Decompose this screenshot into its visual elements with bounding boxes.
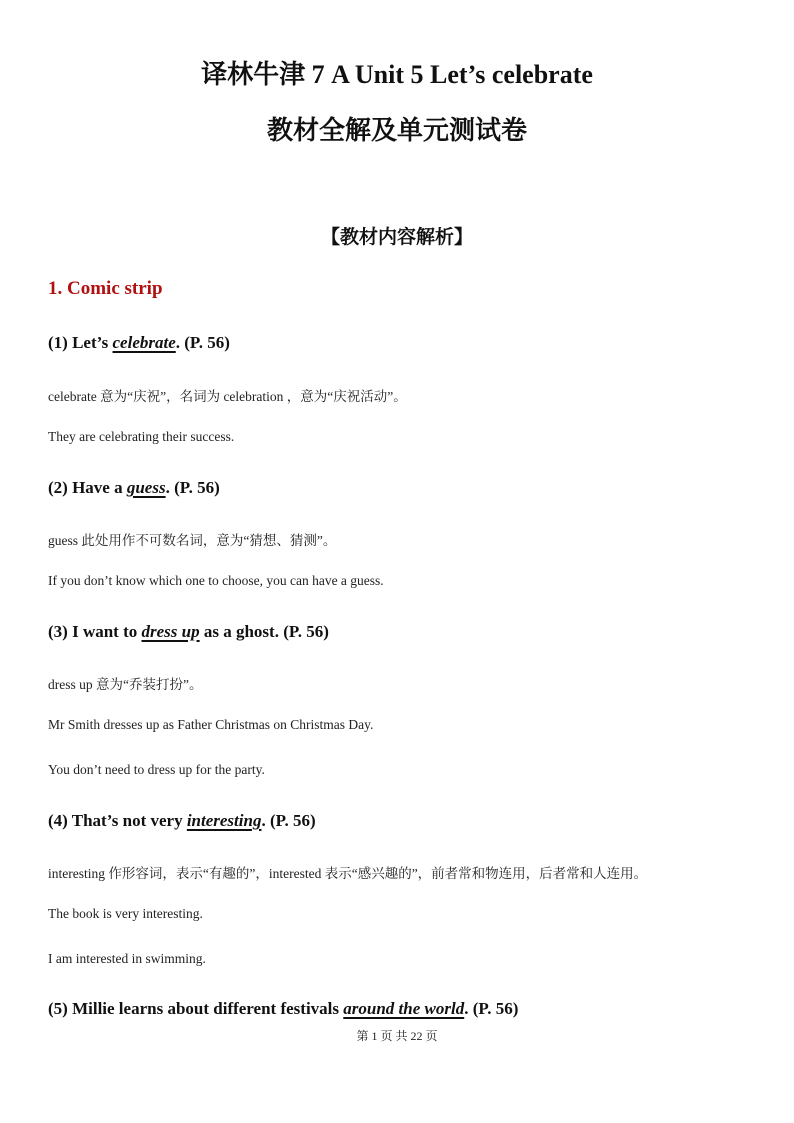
keyword: interesting [186,811,262,830]
item-heading-text: (3) I want to [48,622,142,641]
keyword: dress up [141,622,200,641]
section-heading: 【教材内容解析】 [320,227,473,248]
item-heading-text: as a ghost. (P. 56) [199,622,329,641]
keyword: celebrate [112,333,176,352]
example-sentence: If you don’t know which one to choose, you can have a guess. [48,573,384,588]
item-heading-1 [48,333,230,353]
item-heading-text: . (P. 56) [464,999,519,1018]
item-heading-text: . (P. 56) [261,811,316,830]
part-heading: 1. Comic strip [48,278,163,299]
explanation-line: interesting 作形容词，表示“有趣的”，interested 表示“感兴趣的”，前者常和物连用，后者常和人连用。 [48,866,648,881]
item-heading-text: . (P. 56) [175,333,230,352]
item-heading-text: . (P. 56) [165,478,220,497]
item-heading-text: (2) Have a [48,478,127,497]
item-heading-2 [48,478,220,498]
example-sentence: They are celebrating their success. [48,429,235,444]
item-heading-4 [48,811,316,831]
keyword: guess [126,478,166,497]
example-sentence: Mr Smith dresses up as Father Christmas on Christmas Day. [48,717,374,732]
document-subtitle: 教材全解及单元测试卷 [266,116,527,145]
example-sentence: You don’t need to dress up for the party. [48,762,265,777]
item-heading-5 [48,999,518,1019]
example-sentence: I am interested in swimming. [48,951,206,966]
item-heading-3 [48,622,329,642]
keyword: around the world [343,999,465,1018]
item-heading-text: (5) Millie learns about different festivals [48,999,344,1018]
explanation-line: celebrate 意为“庆祝”，名词为 celebration ，意为“庆祝活动”。 [48,389,407,404]
item-heading-text: (4) That’s not very [48,811,187,830]
explanation-line: dress up 意为“乔装打扮”。 [48,677,203,692]
page-footer: 第 1 页 共 22 页 [356,1029,438,1043]
item-heading-text: (1) Let’s [48,333,113,352]
document-title: 译林牛津 7 A Unit 5 Let’s celebrate [201,60,593,89]
explanation-line: guess 此处用作不可数名词，意为“猜想、猜测”。 [48,533,337,548]
example-sentence: The book is very interesting. [48,906,203,921]
